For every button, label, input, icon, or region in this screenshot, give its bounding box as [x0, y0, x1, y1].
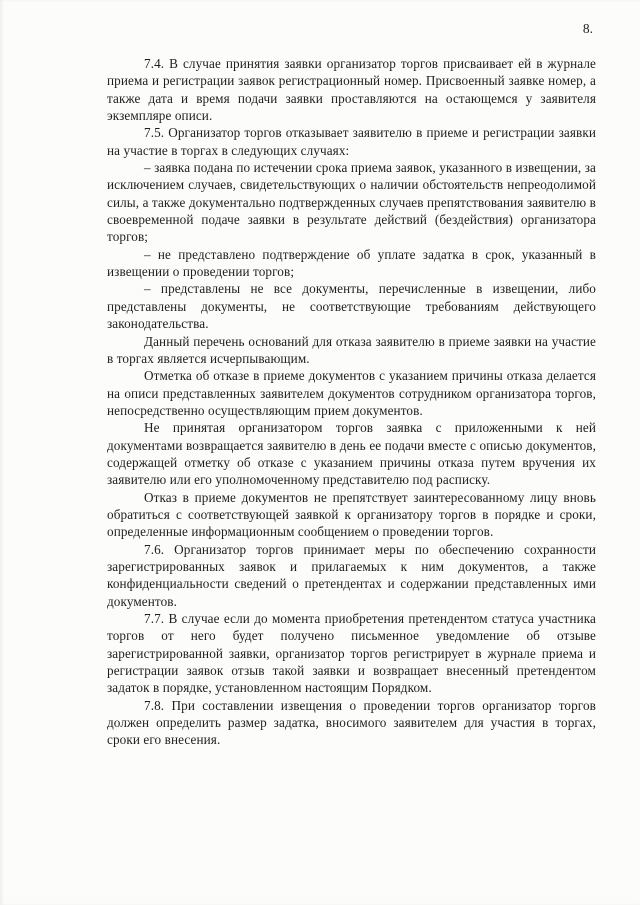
paragraph-refusal-mark: Отметка об отказе в приеме документов с указанием причины отказа делается на описи представленных заявителем документов сотрудником организатора торгов, непосредственно осуществляющим прием документов.	[107, 368, 596, 418]
paragraph-7-4: 7.4. В случае принятия заявки организатор торгов присваивает ей в журнале приема и регистрации заявок регистрационный номер. Присвоенный заявке номер, а также дата и время подачи заявки проставляются на остающемся у заявителя экземпляре описи.	[107, 56, 596, 124]
list-item-dash-1: – заявка подана по истечении срока приема заявок, указанного в извещении, за исключением случаев, свидетельствующих о наличии обстоятельств непреодолимой силы, а также документально подтвержденных случаев препятствования заявителю в своевременной подаче заявки в результате действий (бездействия) организатора торгов;	[107, 160, 596, 245]
paragraph-7-5: 7.5. Организатор торгов отказывает заявителю в приеме и регистрации заявки на участие в торгах в следующих случаях:	[107, 125, 596, 158]
list-item-dash-2: – не представлено подтверждение об уплате задатка в срок, указанный в извещении о проведении торгов;	[107, 246, 596, 280]
paragraph-7-6: 7.6. Организатор торгов принимает меры по обеспечению сохранности зарегистрированных заявок и прилагаемых к ним документов, а также конфиденциальности сведений о претендентах и содержании представленных ими документов.	[107, 541, 596, 609]
paragraph-7-8: 7.8. При составлении извещения о проведении торгов организатор торгов должен определить размер задатка, вносимого заявителем для участия в торгах, сроки его внесения.	[107, 697, 596, 748]
document-body	[107, 55, 596, 749]
paragraph-reapply: Отказ в приеме документов не препятствует заинтересованному лицу вновь обратиться с соответствующей заявкой к организатору торгов в порядке и сроки, определенные информационным сообщением о проведении торгов.	[107, 489, 596, 540]
paragraph-exhaustive: Данный перечень оснований для отказа заявителю в приеме заявки на участие в торгах является исчерпывающим.	[107, 333, 596, 366]
paragraph-7-7: 7.7. В случае если до момента приобретения претендентом статуса участника торгов от него будет получено письменное уведомление об отзыве зарегистрированной заявки, организатор торгов регистрирует в журнале приема и регистрации заявок отзыв такой заявки и возвращает внесенный претендентом задаток в порядке, установленном настоящим Порядком.	[107, 611, 596, 696]
page-number: 8.	[582, 21, 593, 36]
list-item-dash-3: – представлены не все документы, перечисленные в извещении, либо представлены документы, не соответствующие требованиям действующего законодательства.	[107, 281, 596, 332]
paragraph-return-docs: Не принятая организатором торгов заявка с приложенными к ней документами возвращается заявителю в день ее подачи вместе с описью документов, содержащей отметку об отказе с указанием причины отказа путем вручения их заявителю или его уполномоченному представителю под расписку.	[107, 420, 596, 488]
